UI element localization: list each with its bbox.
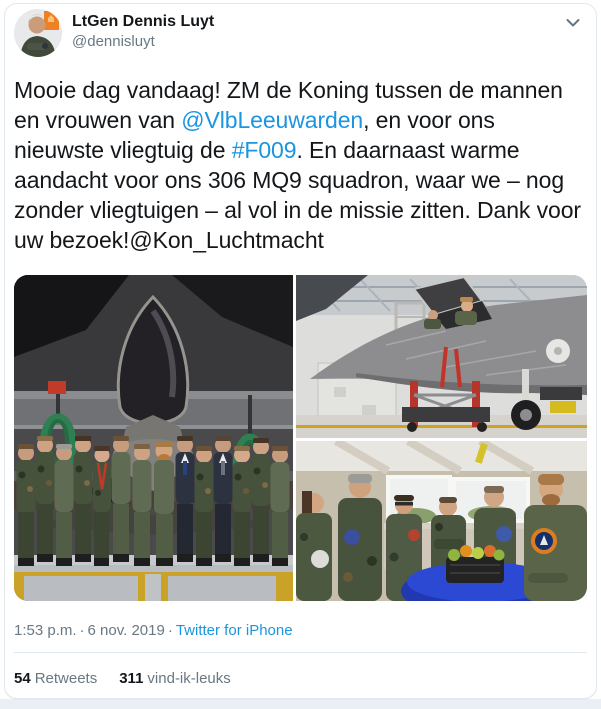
tweet-header: [14, 9, 587, 57]
likes-stat[interactable]: [119, 669, 231, 689]
author-block: [72, 9, 565, 51]
mention-link-vlbleeuwarden[interactable]: @VlbLeeuwarden: [181, 107, 364, 133]
retweets-label: Retweets: [34, 670, 98, 687]
avatar[interactable]: [14, 9, 62, 57]
chevron-down-icon: [565, 18, 581, 28]
photo-group-with-f35-art: [14, 275, 293, 601]
photo-f35-on-jacks[interactable]: [296, 275, 587, 438]
photo-group-with-f35[interactable]: [14, 275, 293, 601]
meta-separator: ·: [79, 622, 85, 639]
tweet-date: 6 nov. 2019: [87, 622, 165, 639]
tweet-text-segment: , en voor ons nieuwste vliegtuig de: [14, 107, 495, 163]
media-grid: [14, 275, 587, 601]
tweet-text: [14, 75, 587, 255]
photo-f35-on-jacks-art: [296, 275, 587, 438]
retweets-stat[interactable]: [14, 669, 97, 689]
author-handle[interactable]: @dennisluyt: [72, 33, 155, 50]
hashtag-link-f009[interactable]: #F009: [231, 137, 297, 163]
likes-label: vind-ik-leuks: [147, 670, 231, 687]
media-right-column: [296, 275, 587, 601]
photo-briefing-table-art: [296, 441, 587, 601]
meta-separator: ·: [167, 622, 173, 639]
tweet-text-segment: . En daarnaast warme aandacht voor ons 306 MQ9 squadron, waar we – nog zonder vliegtuigen – al vol in de missie zitten. Dank voor uw bezoek!@Kon_Luchtmacht: [14, 137, 581, 253]
tweet-menu-button[interactable]: [565, 9, 587, 33]
tweet-card: [4, 3, 597, 699]
tweet-time: 1:53 p.m.: [14, 622, 77, 639]
retweets-count: 54: [14, 670, 31, 687]
tweet-stats: [14, 653, 587, 689]
fruit-basket: [446, 545, 505, 583]
tweet-meta: [14, 621, 587, 641]
author-name[interactable]: LtGen Dennis Luyt: [72, 13, 215, 30]
likes-count: 311: [119, 670, 144, 687]
avatar-photo: [14, 9, 62, 57]
tweet-text-segment: Mooie dag vandaag! ZM de Koning tussen de mannen en vrouwen van: [14, 77, 563, 133]
photo-briefing-table[interactable]: [296, 441, 587, 601]
source-link[interactable]: Twitter for iPhone: [175, 622, 293, 639]
